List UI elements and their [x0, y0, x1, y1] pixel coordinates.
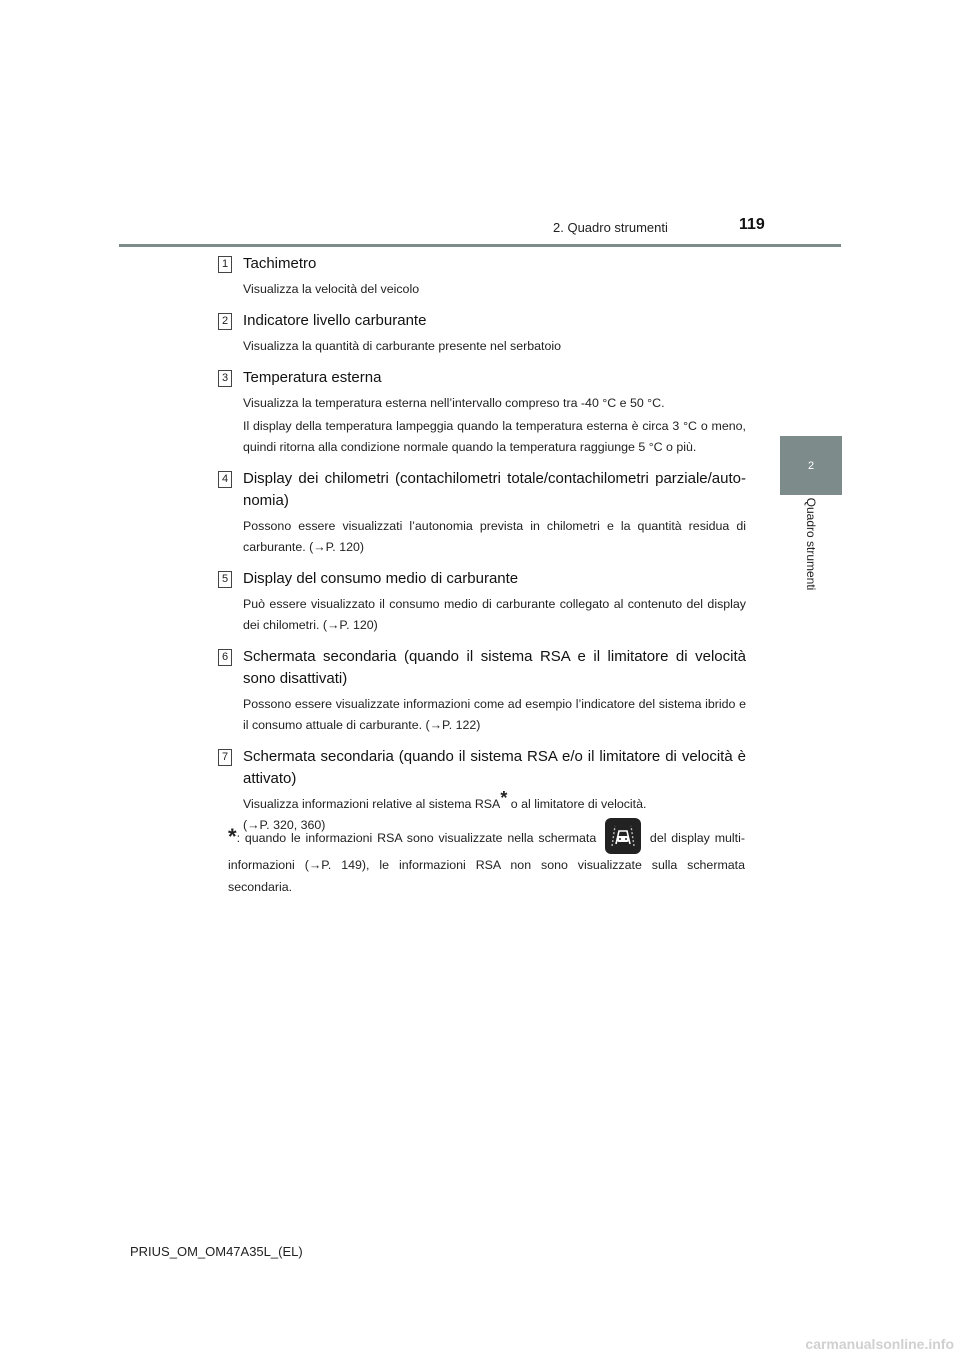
item-title: Indicatore livello carburante — [243, 312, 427, 329]
footnote-text: : quando le informazioni RSA sono visualizzate nella schermata — [236, 831, 597, 845]
list-item — [218, 568, 746, 636]
list-item — [218, 310, 746, 357]
item-number: 1 — [218, 256, 232, 273]
car-driving-assist-icon — [605, 818, 641, 854]
item-title: Schermata secondaria (quando il sistema RSA e/o il limitatore di velocità è attivato) — [243, 748, 746, 787]
item-list — [218, 253, 746, 836]
item-title: Tachimetro — [243, 255, 317, 272]
footnote-star: * — [228, 824, 237, 849]
footnote-text: del display multi-informazioni (→P. 149), le informazioni RSA non sono visualizzate sulla schermata secondaria. — [228, 831, 745, 894]
header-divider — [119, 244, 841, 247]
item-title: Display del consumo medio di carburante — [243, 570, 519, 587]
item-description: Possono essere visualizzate informazioni come ad esempio l’indicatore del sistema ibrido e il consumo attuale di carburante. (→P. 122) — [243, 697, 746, 732]
item-description: Visualizza la velocità del veicolo — [243, 282, 420, 296]
item-title: Schermata secondaria (quando il sistema RSA e il limitatore di velocità sono disattivati) — [243, 648, 746, 687]
list-item — [218, 646, 746, 736]
item-title: Display dei chilometri (contachilometri totale/contachilometri parziale/auto-nomia) — [243, 470, 746, 509]
item-number: 7 — [218, 749, 232, 766]
item-number: 5 — [218, 571, 232, 588]
page-reference: (→P. 320, 360) — [243, 818, 326, 832]
section-title: 2. Quadro strumenti — [553, 220, 668, 235]
chapter-tab-number: 2 — [807, 459, 815, 472]
list-item — [218, 253, 746, 300]
item-number: 4 — [218, 471, 232, 488]
document-code: PRIUS_OM_OM47A35L_(EL) — [130, 1244, 303, 1259]
item-description: Il display della temperatura lampeggia quando la temperatura esterna è circa 3 °C o meno, quindi ritorna alla condizione normale quando la temperatura raggiunge 5 °C o più. — [243, 419, 746, 454]
footnote-marker: * — [500, 788, 508, 808]
item-number: 3 — [218, 370, 232, 387]
item-description-text: o al limitatore di velocità. — [507, 797, 647, 811]
watermark: carmanualsonline.info — [805, 1336, 954, 1352]
chapter-tab — [780, 436, 842, 495]
item-number: 2 — [218, 313, 232, 330]
list-item — [218, 468, 746, 558]
item-description-text: Visualizza informazioni relative al sistema RSA — [243, 797, 501, 811]
item-title: Temperatura esterna — [243, 369, 382, 386]
chapter-tab-label: Quadro strumenti — [804, 497, 818, 591]
page-number: 119 — [739, 216, 765, 233]
item-description: Può essere visualizzato il consumo medio di carburante collegato al contenuto del display dei chilometri. (→P. 120) — [243, 597, 746, 632]
item-description: Possono essere visualizzati l’autonomia prevista in chilometri e la quantità residua di carburante. (→P. 120) — [243, 519, 746, 554]
item-description: Visualizza la temperatura esterna nell’intervallo compreso tra -40 °C e 50 °C. — [243, 396, 665, 410]
footnote — [228, 818, 745, 898]
item-number: 6 — [218, 649, 232, 666]
list-item — [218, 367, 746, 458]
item-description: Visualizza la quantità di carburante presente nel serbatoio — [243, 339, 561, 353]
